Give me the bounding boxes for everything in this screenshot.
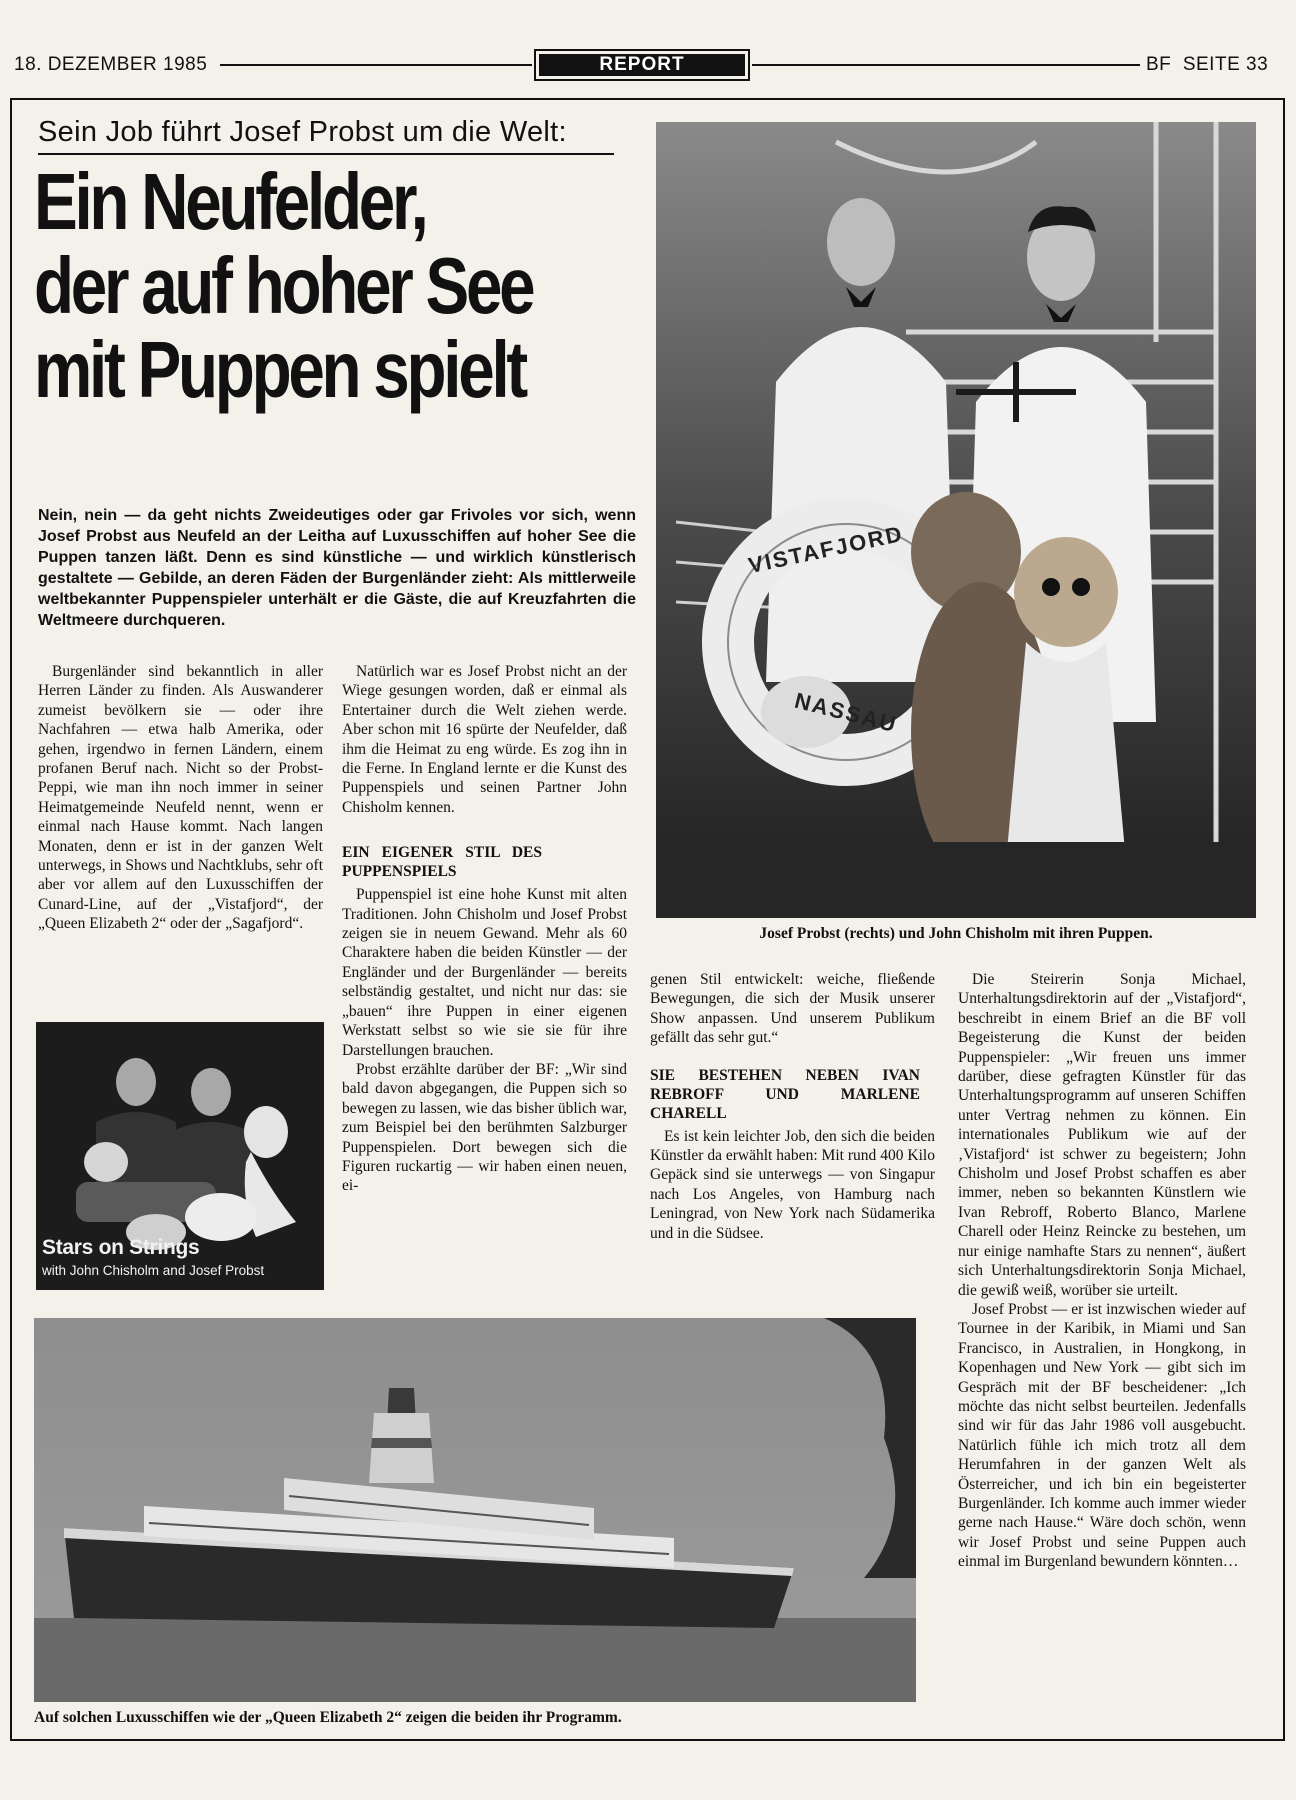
ship-photo: [34, 1318, 916, 1702]
main-photo-illustration: [656, 122, 1256, 918]
page-number: BF SEITE 33: [1146, 54, 1269, 75]
section-label: REPORT: [539, 54, 745, 76]
col4-paragraph-2: Josef Probst — er ist inzwischen wieder auf Tournee in der Karibik, in Miami und San Francisco, in Australien, in Hongkong, in Kopenhagen und New York — gibt sich im Gespräch mit der BF bescheidener: „Ich möchte das nicht selbst beurteilen. Jedenfalls sind wir für das Jahr 1986 voll ausgebucht. Natürlich fühle ich mich trotz all dem Herumfahren in der ganzen Welt als Österreicher, und ich bin ein begeisterter Burgenländer. Ich komme auch immer wieder gerne nach Hause.“ Wäre doch schön, wenn wir Josef Probst und seine Puppen auch einmal im Burgenland bewundern könnten…: [958, 1300, 1246, 1571]
col2-paragraph-2: Puppenspiel ist eine hohe Kunst mit alten Traditionen. John Chisholm und Josef Probst zeigen sie in neuem Gewand. Mehr als 60 Charaktere haben die beiden Künstler — der Engländer und der Burgenländer — bereits selbständig gestaltet, und nicht nur das: sie „bauen“ ihre Puppen in einer eigenen Werkstatt selbst so wie sie sie für ihre Darstellungen brauchen.: [342, 886, 627, 1059]
ship-illustration: [34, 1318, 916, 1702]
life-ring-label-top: VISTAFJORD: [746, 520, 906, 579]
subhead-rebroff-charell: SIE BESTEHEN NEBEN IVAN REBROFF UND MARLENE CHARELL: [650, 1066, 920, 1122]
stars-on-strings-subtitle: with John Chisholm and Josef Probst: [42, 1263, 265, 1278]
lead-paragraph: Nein, nein — da geht nichts Zweideutiges oder gar Frivoles vor sich, wenn Josef Probst aus Neufeld an der Leitha auf Luxusschiffen auf hoher See die Puppen tanzen läßt. Denn es sind künstliche — und wirklich künstlerisch gestaltete — Gebilde, an deren Fäden der Burgenländer zieht: Als mittlerweile weltbekannter Puppenspieler unterhält er die Gäste, die auf Kreuzfahrten die Weltmeere durchqueren.: [38, 507, 636, 629]
kicker-rule: [38, 153, 614, 155]
ship-photo-caption: Auf solchen Luxusschiffen wie der „Queen Elizabeth 2“ zeigen die beiden ihr Programm.: [34, 1709, 622, 1726]
col2-paragraph-1: Natürlich war es Josef Probst nicht an der Wiege gesungen worden, daß er einmal als Entertainer durch die Welt ziehen werde. Aber schon mit 16 spürte der Neufelder, daß ihm die Heimat zu eng würde. Es zog ihn in die Ferne. In England lernte er die Kunst des Puppenspiels und seinen Partner John Chisholm kennen.: [342, 663, 627, 816]
main-photo: [656, 122, 1256, 918]
body-column-2: [342, 662, 627, 1196]
life-ring-label-bottom: NASSAU: [792, 687, 901, 738]
issue-date: 18. DEZEMBER 1985: [14, 54, 208, 75]
col1-paragraph: Burgenländer sind bekanntlich in aller Herren Länder zu finden. Als Auswanderer zumeist bevölkern sie — oder ihre Nachfahren — etwa halb Amerika, oder gehen, irgendwo in fernen Ländern, einem profanen Beruf nach. Nicht so der Probst-Peppi, wie man ihn noch immer in seiner Heimatgemeinde Neufeld nennt, wenn er einmal nach Hause kommt. Nach langen Monaten, denn er ist in der ganzen Welt unterwegs, in Shows und Nachtklubs, sehr oft aber vor allem auf den Luxusschiffen der Cunard-Line, auf der „Vistafjord“, der „Queen Elizabeth 2“ oder der „Sagafjord“.: [38, 663, 323, 933]
col3-paragraph-1: genen Stil entwickelt: weiche, fließende Bewegungen, die sich der Musik unserer Show anpassen. Und unserem Publikum gefällt das sehr gut.“: [650, 971, 935, 1047]
body-column-3: [650, 970, 935, 1243]
subhead-eigener-stil: EIN EIGENER STIL DES PUPPENSPIELS: [342, 844, 542, 881]
kicker: Sein Job führt Josef Probst um die Welt:: [38, 116, 567, 148]
main-photo-caption: Josef Probst (rechts) und John Chisholm mit ihren Puppen.: [759, 925, 1153, 942]
col2-paragraph-3: Probst erzählte darüber der BF: „Wir sind bald davon abgegangen, die Puppen sich so bewegen zu lassen, wie das bisher üblich war, zum Beispiel bei den berühmten Salzburger Puppenspielen. Dort bewegen sich die Figuren ruckartig — wir haben einen neuen, ei-: [342, 1060, 627, 1195]
headline-line-2: der auf hoher See: [34, 241, 533, 330]
headline-line-3: mit Puppen spielt: [34, 325, 525, 414]
headline-line-1: Ein Neufelder,: [34, 157, 426, 246]
stars-on-strings-title: Stars on Strings: [42, 1236, 200, 1259]
col3-paragraph-2: Es ist kein leichter Job, den sich die beiden Künstler da erwählt haben: Mit rund 400 Kilo Gepäck sind sie unterwegs — von Singapur nach Los Angeles, von Hamburg nach Leningrad, von New York nach Südamerika und in die Südsee.: [650, 1127, 935, 1242]
col4-paragraph-1: Die Steirerin Sonja Michael, Unterhaltungsdirektorin auf der „Vistafjord“, beschreibt in einem Brief an die BF voll Begeisterung die Kunst der beiden Puppenspieler: „Wir freuen uns immer darüber, diese gefragten Künstler für das Unterhaltungsprogramm auf unseren Schiffen unter Vertrag nehmen zu können. Ein internationales Publikum wie auf der ‚Vistafjord‘ ist schwer zu begeistern; John Chisholm und Josef Probst schaffen es aber immer, neben so bekannten Künstlern wie Ivan Rebroff, Roberto Blanco, Marlene Charell oder Heinz Reincke zu bestehen, um nur einige namhafte Stars zu nennen“, äußert sich Unterhaltungsdirektorin Sonja Michael, die gewiß weiß, worüber sie urteilt.: [958, 971, 1246, 1299]
stars-on-strings-photo: [36, 1022, 324, 1290]
header-rule-right: [752, 64, 1140, 66]
section-label-box: [534, 49, 750, 81]
headline: [34, 157, 542, 414]
body-column-1: [38, 662, 323, 934]
header-rule-left: [220, 64, 532, 66]
body-column-4: [958, 970, 1246, 1572]
